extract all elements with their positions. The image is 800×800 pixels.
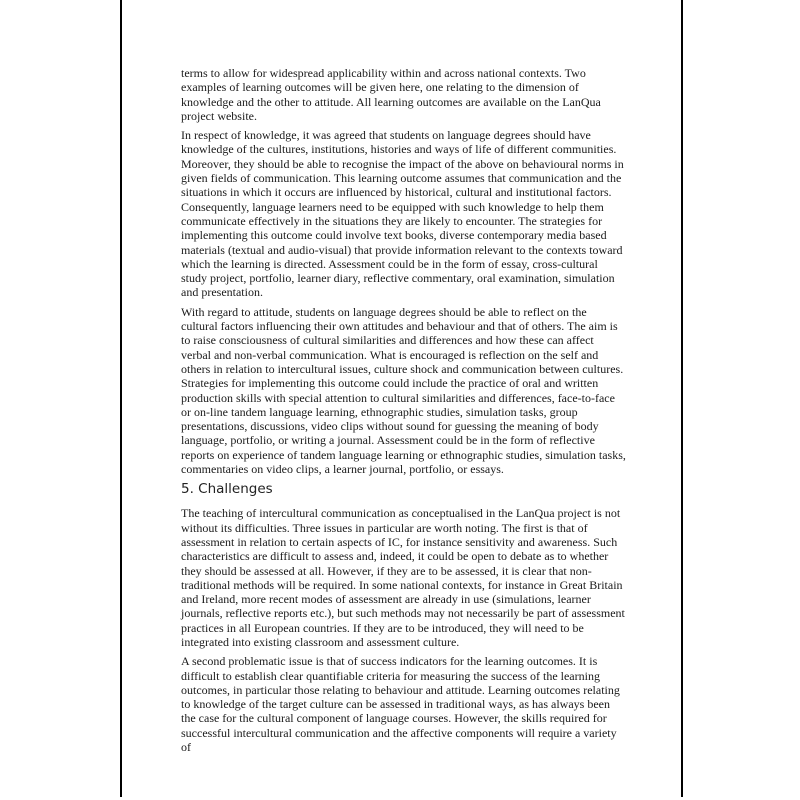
paragraph-attitude-outcome: With regard to attitude, students on language degrees should be able to reflect on the cultural factors influencing their own attitudes and behaviour and that of others. The aim is to raise consciousness of cultural similarities and differences and how these can affect verbal and non-verbal communication. What is encouraged is reflection on the self and others in relation to intercultural issues, culture shock and communication between cultures. Strategies for implementing this outcome could include the practice of oral and written production skills with special attention to cultural similarities and differences, face-to-face or on-line tandem language learning, ethnographic studies, simulation tasks, group presentations, discussions, video clips without sound for guessing the meaning of body language, portfolio, or writing a journal. Assessment could be in the form of reflective reports on experience of tandem language learning or ethnographic studies, simulation tasks, commentaries on video clips, a learner journal, portfolio, or essays. <box>181 304 626 477</box>
page-frame-right-line <box>681 0 683 797</box>
paragraph-knowledge-outcome: In respect of knowledge, it was agreed that students on language degrees should have knowledge of the cultures, institutions, histories and ways of life of different communities. Moreover, they should be able to recognise the impact of the above on behavioural norms in given fields of communication. This learning outcome assumes that communication and the situations in which it occurs are influenced by historical, cultural and institutional factors. Consequently, language learners need to be equipped with such knowledge to help them communicate effectively in the situations they are likely to encounter. The strategies for implementing this outcome could involve text books, diverse contemporary media based materials (textual and audio-visual) that provide information relevant to the contexts toward which the learning is directed. Assessment could be in the form of essay, cross-cultural study project, portfolio, learner diary, reflective commentary, oral examination, simulation and presentation. <box>181 128 624 300</box>
paragraph-learning-outcomes-intro: terms to allow for widespread applicability within and across national contexts. Two examples of learning outcomes will be given here, one relating to the dimension of knowledge and the other to attitude. All learning outcomes are available on the LanQua project website. <box>181 66 601 123</box>
document-body <box>181 66 626 759</box>
paragraph-success-indicators: A second problematic issue is that of success indicators for the learning outcomes. It is difficult to establish clear quantifiable criteria for measuring the success of the learning outcomes, in particular those relating to behaviour and attitude. Learning outcomes relating to knowledge of the target culture can be assessed in traditional ways, as has always been the case for the cultural component of language courses. However, the skills required for successful intercultural communication and the affective components will require a variety of <box>181 654 620 755</box>
section-heading-challenges: 5. Challenges <box>181 481 273 498</box>
paragraph-challenges-assessment: The teaching of intercultural communication as conceptualised in the LanQua project is not without its difficulties. Three issues in particular are worth noting. The first is that of assessment in relation to certain aspects of IC, for instance sensitivity and awareness. Such characteristics are difficult to assess and, indeed, it could be open to debate as to whether they should be assessed at all. However, if they are to be assessed, it is clear that non-traditional methods will be required. In some national contexts, for instance in Great Britain and Ireland, more recent modes of assessment are already in use (simulations, learner journals, reflective reports etc.), but such methods may not necessarily be part of assessment practices in all European countries. If they are to be introduced, they will need to be integrated into existing classroom and assessment culture. <box>181 506 625 649</box>
page-frame-left-line <box>120 0 122 797</box>
